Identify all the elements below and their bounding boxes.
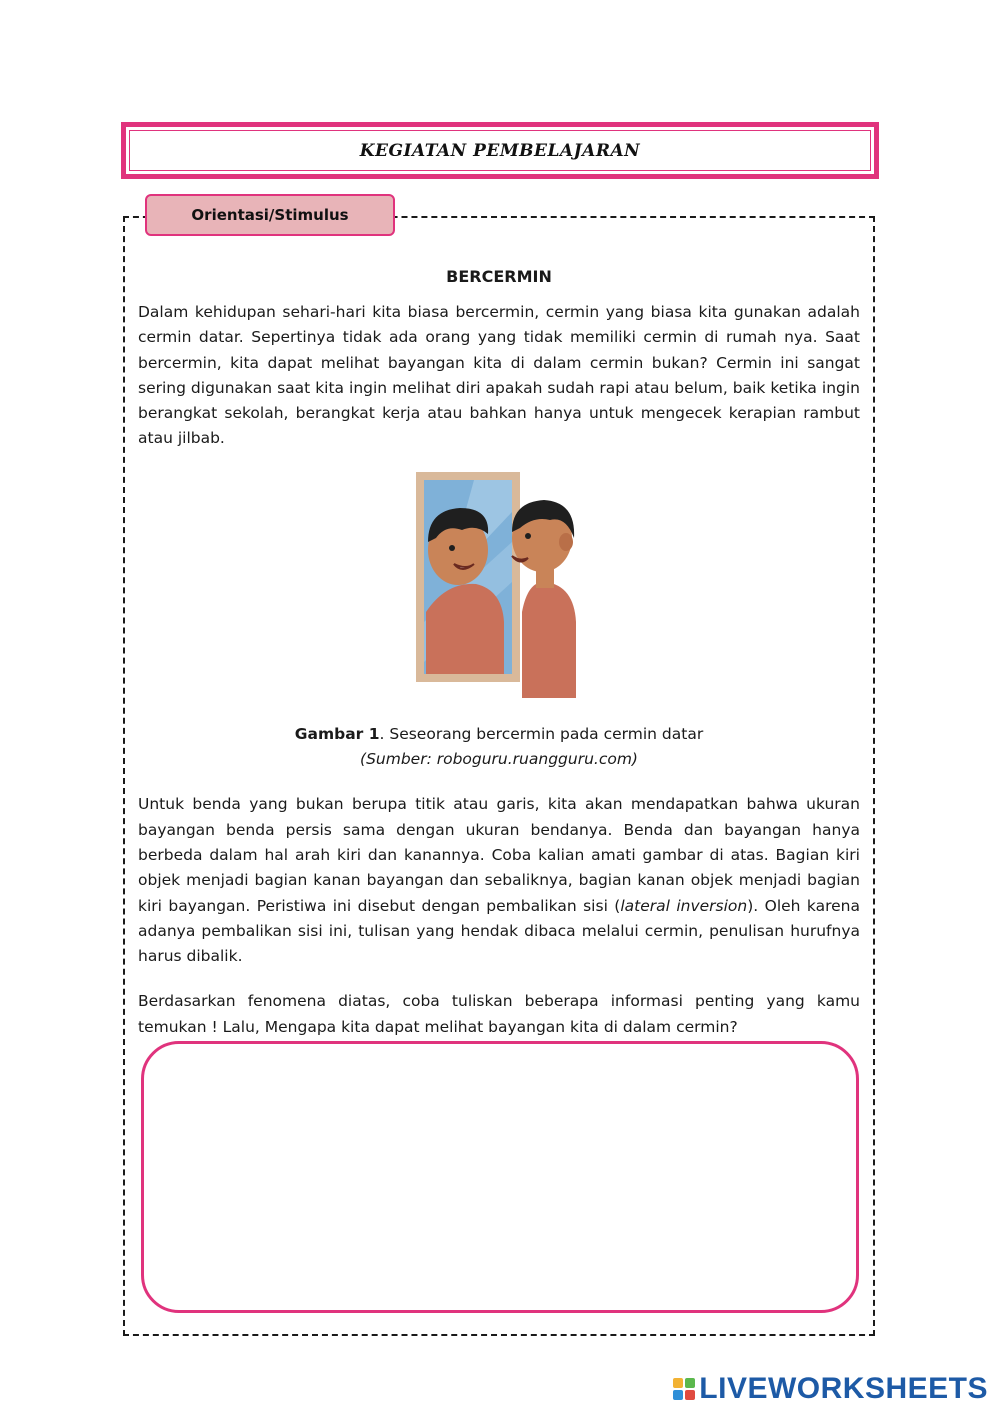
explanation-text-after: ). Oleh karena adanya pembalikan sisi ini, tulisan yang hendak dibaca melalui cermin, penulisan hurufnya harus dibalik. <box>138 896 860 966</box>
explanation-text-before: Untuk benda yang bukan berupa titik atau garis, kita akan mendapatkan bahwa ukuran bayangan benda persis sama dengan ukuran bendanya. Benda dan bayangan hanya berbeda dalam hal arah kiri dan kanannya. Coba kalian amati gambar di atas. Bagian kiri objek menjadi bagian kanan bayangan dan sebaliknya, bagian kanan objek menjadi bagian kiri bayangan. Peristiwa ini disebut dengan pembalikan sisi ( <box>138 795 860 915</box>
figure-caption-text: . Seseorang bercermin pada cermin datar <box>379 724 704 743</box>
content-area <box>138 262 860 1040</box>
mirror-illustration <box>416 472 586 698</box>
section-title: BERCERMIN <box>446 267 552 286</box>
page-title: KEGIATAN PEMBELAJARAN <box>359 140 641 161</box>
intro-paragraph: Dalam kehidupan sehari-hari kita biasa bercermin, cermin yang biasa kita gunakan adalah cermin datar. Sepertinya tidak ada orang yang tidak memiliki cermin di rumah nya. Saat bercermin, kita dapat melihat bayangan kita di dalam cermin bukan? Cermin ini sangat sering digunakan saat kita ingin melihat diri apakah sudah rapi atau belum, baik ketika ingin berangkat sekolah, berangkat kerja atau bahkan hanya untuk mengecek kerapian rambut atau jilbab. <box>138 303 860 448</box>
explanation-paragraph <box>138 792 860 969</box>
answer-field[interactable] <box>141 1041 859 1313</box>
header-inner-border <box>129 130 871 171</box>
lateral-inversion-term: lateral inversion <box>620 896 748 915</box>
logo-mark-icon <box>673 1378 695 1400</box>
header-banner <box>121 122 879 179</box>
section-tab-label: Orientasi/Stimulus <box>145 194 395 236</box>
question-paragraph: Berdasarkan fenomena diatas, coba tuliskan beberapa informasi penting yang kamu temukan ! Lalu, Mengapa kita dapat melihat bayangan kita di dalam cermin? <box>138 992 860 1036</box>
liveworksheets-logo <box>673 1372 988 1406</box>
brand-name: LIVEWORKSHEETS <box>699 1372 988 1405</box>
figure-mirror <box>138 472 860 704</box>
person-body <box>522 582 576 698</box>
figure-caption-label: Gambar 1 <box>294 724 380 743</box>
figure-caption <box>138 722 860 747</box>
figure-source: (Sumber: roboguru.ruangguru.com) <box>360 750 638 769</box>
